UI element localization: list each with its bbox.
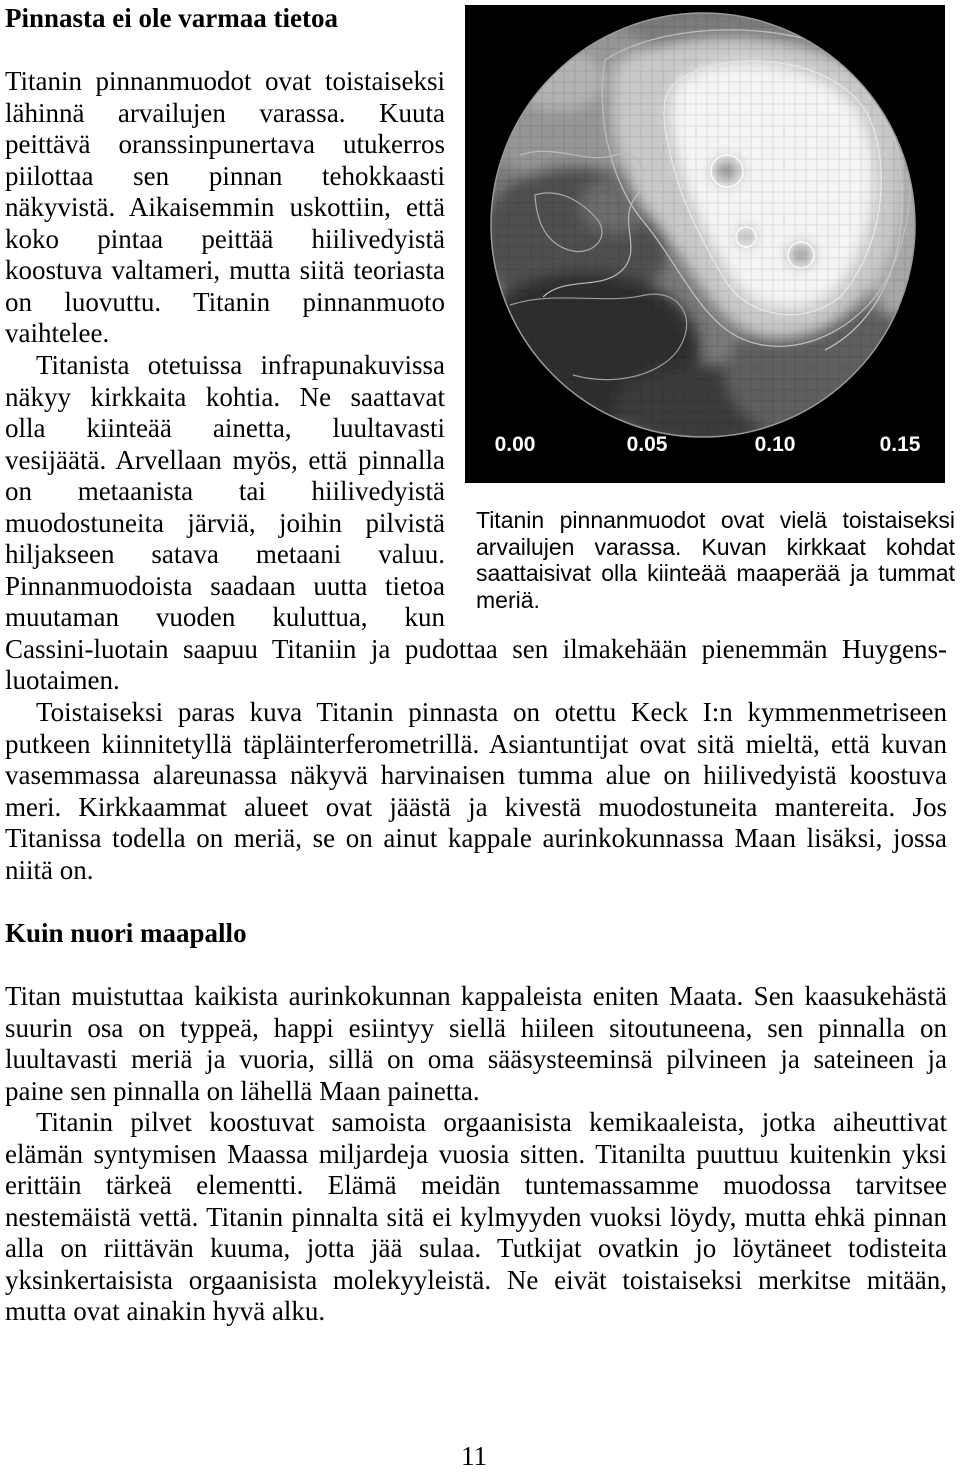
blank-line [5, 886, 947, 918]
text-line: Titanista otetuissa infrapunakuvissa [36, 350, 445, 381]
text-line: meri. Kirkkaammat alueet ovat jäästä ja kivestä muodostuneita mantereita. Jos [5, 791, 947, 822]
text-line: paine sen pinnalla on lähellä Maan painetta. [5, 1075, 480, 1106]
caption-line: saattaisivat olla kiinteää maaperää ja tummat [476, 560, 955, 587]
titan-infrared-image [465, 5, 945, 483]
caption-line: arvailujen varassa. Kuvan kirkkaat kohdat [476, 533, 955, 560]
scale-label: 0.10 [754, 433, 796, 456]
text-line: peittävä oranssinpunertava utukerros [5, 129, 445, 160]
text-line: on luovuttu. Titanin pinnanmuoto [5, 286, 445, 317]
section-heading: Kuin nuori maapallo [5, 917, 247, 948]
text-line: Titanin pilvet koostuvat samoista orgaanisista kemikaaleista, jotka aiheuttivat [36, 1107, 947, 1138]
text-line: mutta ovat ainakin hyvä alku. [5, 1296, 326, 1327]
text-line: nestemäistä vettä. Titanin pinnalta sitä ei kylmyyden vuoksi löydy, mutta ehkä pinnan [5, 1201, 947, 1232]
text-line: suurin osa on typpeä, happi esiintyy siellä hiileen sitoutuneena, sen pinnalla on [5, 1012, 947, 1043]
figure-caption [476, 507, 955, 613]
text-line: Titan muistuttaa kaikista aurinkokunnan kappaleista eniten Maata. Sen kaasukehästä [5, 980, 947, 1011]
text-line: lähinnä arvailujen varassa. Kuuta [5, 97, 445, 128]
text-line: vasemmassa alareunassa näkyvä harvinaisen tumma alue on hiilivedyistä koostuva [5, 760, 947, 791]
text-line: niitä on. [5, 854, 94, 885]
section-heading: Pinnasta ei ole varmaa tietoa [5, 3, 338, 33]
text-line: yksinkertaisista orgaanisista molekyyleistä. Ne eivät toistaiseksi merkitse mitään, [5, 1264, 947, 1295]
text-line: näkyy kirkkaita kohtia. Ne saattavat [5, 381, 445, 412]
paragraph [5, 697, 947, 886]
text-line: on metaanista tai hiilivedyistä [5, 476, 445, 507]
text-line: muodostuneita järviä, joihin pilvistä [5, 507, 445, 538]
scale-label: 0.00 [494, 433, 536, 456]
text-line: Cassini-luotain saapuu Titaniin ja pudottaa sen ilmakehään pienemmän Huygens- [5, 633, 947, 664]
text-line: alla on riittävän kuuma, jotta jää sulaa. Tutkijat ovatkin jo löytäneet todisteita [5, 1233, 947, 1264]
text-line: putkeen kiinnitetyllä täpläinterferometrillä. Asiantuntijat ovat sitä mieltä, että kuvan [5, 728, 947, 759]
paragraph [5, 981, 947, 1107]
text-line: luotaimen. [5, 665, 120, 696]
text-line: koko pintaa peittää hiilivedyistä [5, 223, 445, 254]
scale-label: 0.05 [626, 433, 668, 456]
text-line: Titanissa todella on meriä, se on ainut kappale aurinkokunnassa Maan lisäksi, jossa [5, 823, 947, 854]
scale-label: 0.15 [879, 433, 921, 456]
text-line: vesijäätä. Arvellaan myös, että pinnalla [5, 444, 445, 475]
text-line: erittäin tärkeä elementti. Elämä meidän tuntemassamme muodossa tarvitsee [5, 1170, 947, 1201]
text-line: vaihtelee. [5, 318, 110, 349]
text-line: muutaman vuoden kuluttua, kun [5, 602, 445, 633]
blank-line [5, 949, 947, 981]
text-line: näkyvistä. Aikaisemmin uskottiin, että [5, 192, 445, 223]
text-line: Toistaiseksi paras kuva Titanin pinnasta on otettu Keck I:n kymmenmetriseen [36, 697, 947, 728]
text-line: elämän syntymisen Maassa miljardeja vuosia sitten. Titanilta puuttuu kuitenkin yksi [5, 1138, 947, 1169]
text-line: olla kiinteää ainetta, luultavasti [5, 413, 445, 444]
text-line: Pinnanmuodoista saadaan uutta tietoa [5, 570, 445, 601]
text-line: luultavasti meriä ja vuoria, sillä on oma sääsysteeminsä pilvineen ja sateineen ja [5, 1044, 947, 1075]
text-line: koostuva valtameri, mutta siitä teoriasta [5, 255, 445, 286]
caption-line: Titanin pinnanmuodot ovat vielä toistaiseksi [476, 507, 955, 533]
text-line: Titanin pinnanmuodot ovat toistaiseksi [5, 66, 445, 97]
text-line: hiljakseen satava metaani valuu. [5, 539, 445, 570]
paragraph [5, 1107, 947, 1328]
page-number: 11 [461, 1441, 487, 1471]
text-line: piilottaa sen pinnan tehokkaasti [5, 160, 445, 191]
caption-line: meriä. [476, 586, 540, 613]
